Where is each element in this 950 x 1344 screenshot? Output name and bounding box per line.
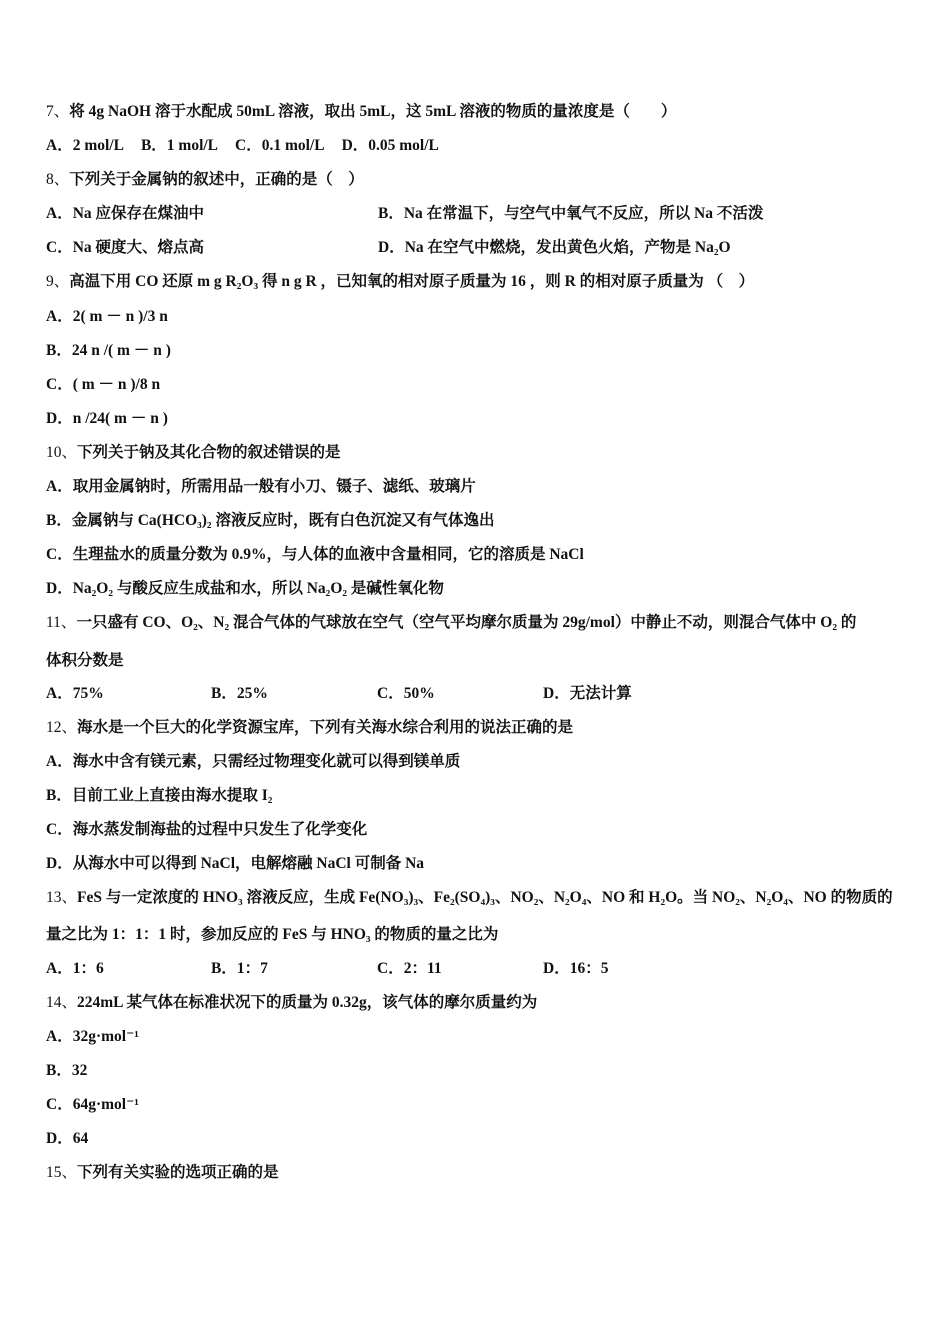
option-b: B．1 mol/L (140, 137, 219, 154)
question-11-stem (46, 612, 856, 634)
question-10-stem (46, 442, 341, 464)
option-d: D．从海水中可以得到 NaCl，电解熔融 NaCl 可制备 Na (46, 855, 425, 872)
option-a: A．1：6 (46, 960, 104, 977)
question-text: 下列有关实验的选项正确的是 (77, 1164, 279, 1181)
question-number: 9、 (46, 273, 70, 290)
option-b: B．1：7 (211, 960, 268, 977)
option-c: C．( m － n )/8 n (46, 376, 161, 393)
question-number: 12、 (46, 719, 78, 736)
question-text: FeS 与一定浓度的 HNO₃ 溶液反应，生成 Fe(NO₃)₃、Fe₂(SO₄)₃、NO₂、N₂O₄、NO 和 H₂O。当 NO₂、N₂O₄、NO 的物质的 (77, 889, 893, 906)
question-7-stem (46, 101, 676, 123)
question-15-stem (46, 1162, 279, 1184)
option-c: C．50% (377, 685, 435, 702)
option-c: C．生理盐水的质量分数为 0.9%，与人体的血液中含量相同，它的溶质是 NaCl (46, 546, 584, 563)
option-d: D．n /24( m － n ) (46, 410, 168, 427)
question-number: 13、 (46, 889, 78, 906)
question-13-stem-continued: 量之比为 1：1：1 时，参加反应的 FeS 与 HNO₃ 的物质的量之比为 (46, 926, 499, 943)
option-b: B．25% (211, 685, 268, 702)
question-number: 15、 (46, 1164, 78, 1181)
question-text: 一只盛有 CO、O₂、N₂ 混合气体的气球放在空气（空气平均摩尔质量为 29g/mol）中静止不动，则混合气体中 O₂ 的 (76, 614, 857, 631)
question-14-stem (46, 992, 537, 1014)
option-c: C．64g·mol⁻¹ (46, 1096, 139, 1113)
option-a: A．2 mol/L (46, 137, 124, 154)
option-a: A．75% (46, 685, 104, 702)
question-12-stem (46, 717, 573, 739)
option-d: D．64 (46, 1130, 89, 1147)
option-a: A．海水中含有镁元素，只需经过物理变化就可以得到镁单质 (46, 753, 461, 770)
option-c: C．2：11 (377, 960, 442, 977)
question-text: 224mL 某气体在标准状况下的质量为 0.32g，该气体的摩尔质量约为 (77, 994, 538, 1011)
question-text: 将 4g NaOH 溶于水配成 50mL 溶液，取出 5mL，这 5mL 溶液的物质的量浓度是（ ） (69, 103, 677, 120)
question-7-options (46, 135, 456, 157)
option-b: B．金属钠与 Ca(HCO₃)₂ 溶液反应时，既有白色沉淀又有气体逸出 (46, 512, 495, 529)
option-a: A．取用金属钠时，所需用品一般有小刀、镊子、滤纸、玻璃片 (46, 478, 476, 495)
option-b: B．24 n /( m － n ) (46, 342, 171, 359)
question-number: 8、 (46, 171, 70, 188)
question-number: 14、 (46, 994, 78, 1011)
option-b: B．目前工业上直接由海水提取 I₂ (46, 787, 273, 804)
option-b: B．Na 在常温下，与空气中氧气不反应，所以 Na 不活泼 (378, 205, 764, 222)
question-text: 下列关于金属钠的叙述中，正确的是（ ） (69, 171, 364, 188)
option-c: C．Na 硬度大、熔点高 (46, 239, 205, 256)
question-number: 7、 (46, 103, 70, 120)
option-a: A．32g·mol⁻¹ (46, 1028, 139, 1045)
question-text: 海水是一个巨大的化学资源宝库，下列有关海水综合利用的说法正确的是 (77, 719, 574, 736)
question-9-stem (46, 271, 754, 293)
question-8-stem (46, 169, 364, 191)
question-number: 10、 (46, 444, 78, 461)
option-c: C．海水蒸发制海盐的过程中只发生了化学变化 (46, 821, 368, 838)
option-a: A．2( m － n )/3 n (46, 308, 168, 325)
question-11-stem-continued: 体积分数是 (46, 652, 124, 669)
option-d: D．16：5 (543, 960, 609, 977)
option-d: D．Na₂O₂ 与酸反应生成盐和水，所以 Na₂O₂ 是碱性氧化物 (46, 580, 444, 597)
option-d: D．无法计算 (543, 685, 632, 702)
question-text: 下列关于钠及其化合物的叙述错误的是 (77, 444, 341, 461)
option-d: D．Na 在空气中燃烧，发出黄色火焰，产物是 Na₂O (378, 239, 731, 256)
option-d: D．0.05 mol/L (341, 137, 439, 154)
question-13-stem (46, 887, 893, 909)
option-b: B．32 (46, 1062, 88, 1079)
question-number: 11、 (46, 614, 77, 631)
option-c: C．0.1 mol/L (235, 137, 325, 154)
question-text: 高温下用 CO 还原 m g R₂O₃ 得 n g R ，已知氧的相对原子质量为 16 ，则 R 的相对原子质量为 （ ） (69, 273, 755, 290)
option-a: A．Na 应保存在煤油中 (46, 205, 205, 222)
